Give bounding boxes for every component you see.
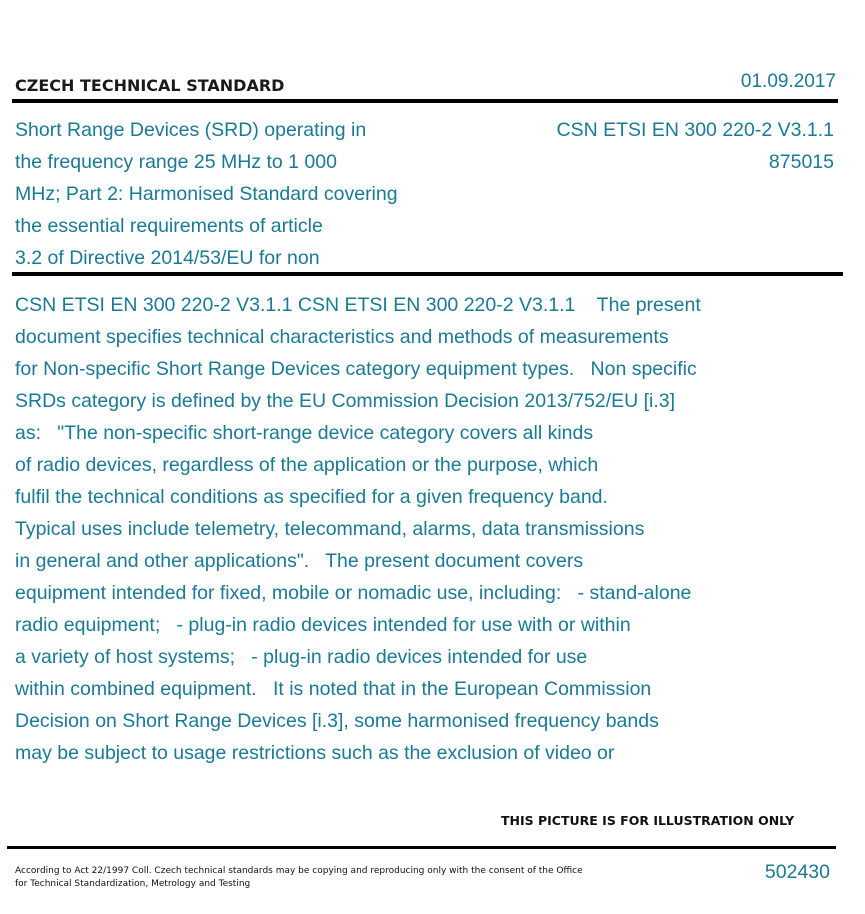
standard-abstract: CSN ETSI EN 300 220-2 V3.1.1 CSN ETSI EN 300 220-2 V3.1.1 The present document specifies technical characteristics and methods of measurements for Non-specific Short Range Devices category equipment types. Non specific SRDs category is defined by the EU Commission Decision 2013/752/EU [i.3] as: "The non-specific short-range device category covers all kinds of radio devices, regardless of the application or the purpose, which fulfil the technical conditions as specified for a given frequency band. Typical uses include telemetry, telecommand, alarms, data transmissions in general and other applications". The present document covers equipment intended for fixed, mobile or nomadic use, including: - stand-alone radio equipment; - plug-in radio devices intended for use with or within a variety of host systems; - plug-in radio devices intended for use within combined equipment. It is noted that in the European Commission Decision on Short Range Devices [i.3], some harmonised frequency bands may be subject to usage restrictions such as the exclusion of video or — [15, 294, 701, 764]
standard-number: 875015 — [768, 151, 834, 173]
footer-divider — [7, 846, 836, 849]
catalog-id: 502430 — [764, 861, 830, 883]
document-type-heading: CZECH TECHNICAL STANDARD — [15, 76, 285, 95]
standard-identifier — [557, 114, 834, 178]
illustration-disclaimer: THIS PICTURE IS FOR ILLUSTRATION ONLY — [501, 813, 795, 828]
standard-title: Short Range Devices (SRD) operating in the frequency range 25 MHz to 1 000 MHz; Part 2: Harmonised Standard covering the essential requirements of article 3.2 of Directive 2014/53/EU for non — [15, 119, 398, 269]
legal-notice: According to Act 22/1997 Coll. Czech technical standards may be copying and reproducing only with the consent of the Office for Technical Standardization, Metrology and Testing — [15, 866, 583, 889]
standard-code: CSN ETSI EN 300 220-2 V3.1.1 — [556, 119, 834, 141]
title-divider — [12, 272, 843, 276]
header-divider — [12, 99, 838, 103]
publication-date: 01.09.2017 — [740, 71, 836, 92]
